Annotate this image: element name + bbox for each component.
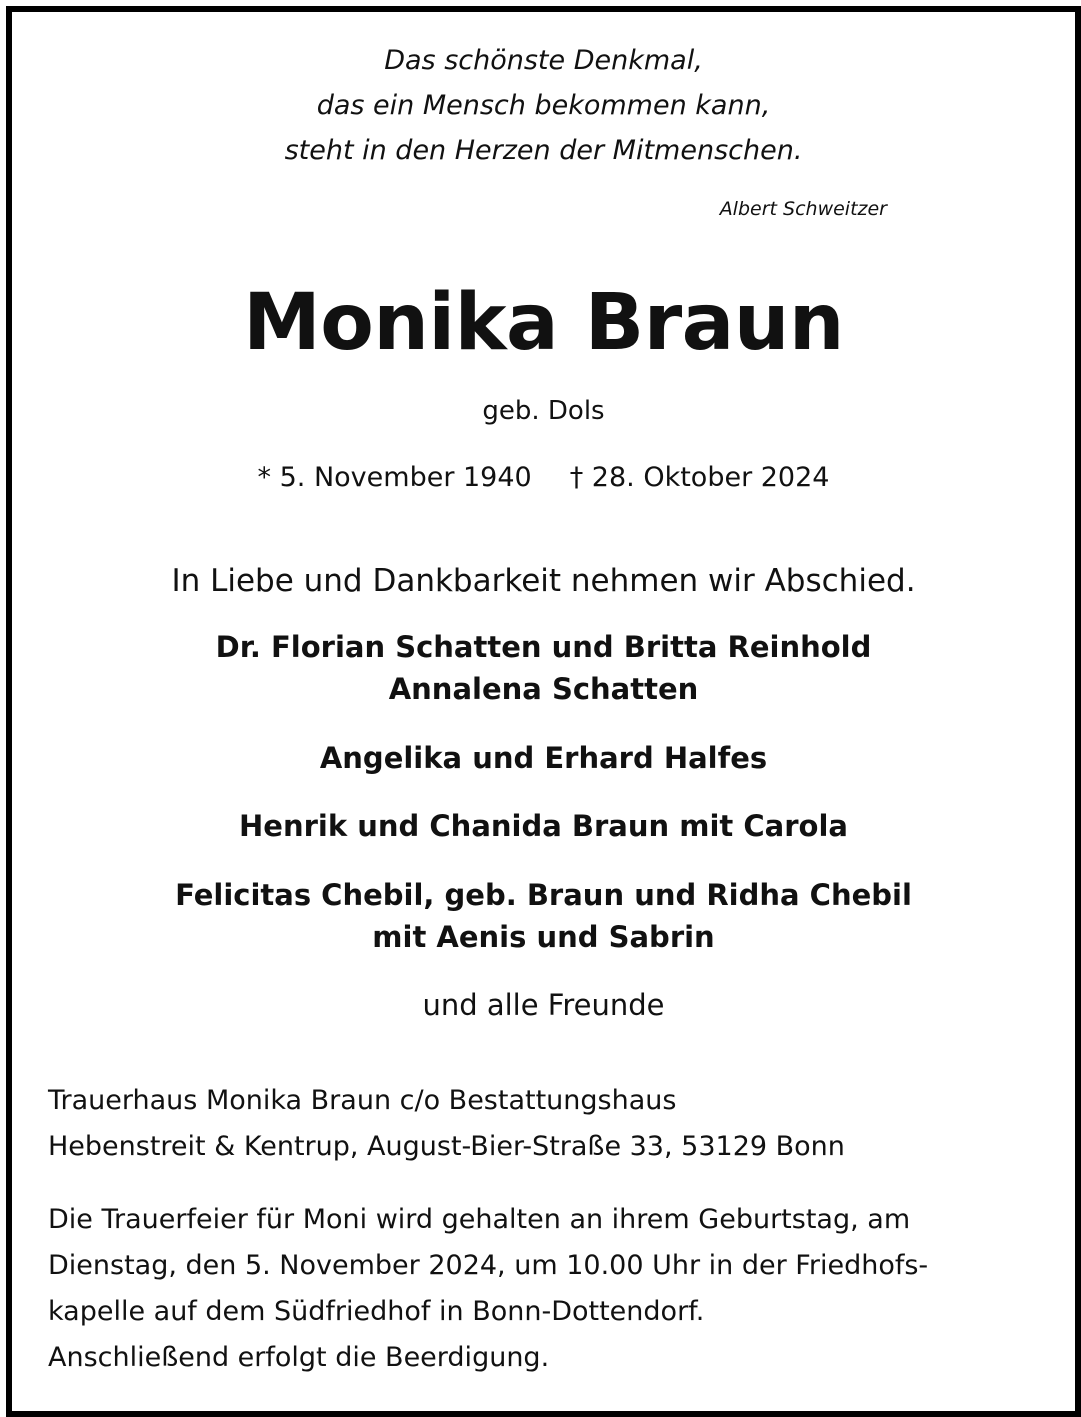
quote-line: steht in den Herzen der Mitmenschen.	[284, 135, 803, 166]
ceremony-line: Dienstag, den 5. November 2024, um 10.00 Uhr in der Friedhofs-	[48, 1250, 929, 1281]
deceased-name: Monika Braun	[243, 278, 844, 368]
farewell-text: In Liebe und Dankbarkeit nehmen wir Abschied.	[171, 563, 916, 599]
memorial-quote	[12, 38, 1075, 173]
address-line: Trauerhaus Monika Braun c/o Bestattungshaus	[48, 1085, 677, 1116]
ceremony-info	[48, 1197, 928, 1381]
family-line: Henrik und Chanida Braun mit Carola	[239, 809, 848, 843]
death-date: † 28. Oktober 2024	[569, 462, 830, 493]
ceremony-line: kapelle auf dem Südfriedhof in Bonn-Dottendorf.	[48, 1296, 705, 1327]
family-group	[12, 737, 1075, 779]
ceremony-line: Die Trauerfeier für Moni wird gehalten an ihrem Geburtstag, am	[48, 1204, 911, 1235]
family-line: Annalena Schatten	[388, 672, 699, 706]
family-line: Dr. Florian Schatten und Britta Reinhold	[215, 630, 872, 664]
ceremony-line: Anschließend erfolgt die Beerdigung.	[48, 1342, 550, 1373]
family-line: Angelika und Erhard Halfes	[319, 741, 768, 775]
family-group	[12, 805, 1075, 847]
mourning-address	[48, 1078, 845, 1170]
quote-author: Albert Schweitzer	[719, 198, 887, 220]
family-line: mit Aenis und Sabrin	[372, 920, 715, 954]
family-group	[12, 626, 1075, 710]
obituary-notice	[6, 6, 1081, 1417]
quote-line: das ein Mensch bekommen kann,	[316, 90, 771, 121]
birth-date: * 5. November 1940	[257, 462, 532, 493]
maiden-name: geb. Dols	[482, 396, 605, 426]
family-group	[12, 874, 1075, 958]
life-dates	[12, 460, 1075, 496]
address-line: Hebenstreit & Kentrup, August-Bier-Straße 33, 53129 Bonn	[48, 1131, 845, 1162]
quote-line: Das schönste Denkmal,	[384, 45, 703, 76]
friends-line: und alle Freunde	[422, 988, 665, 1022]
family-line: Felicitas Chebil, geb. Braun und Ridha Chebil	[175, 878, 912, 912]
